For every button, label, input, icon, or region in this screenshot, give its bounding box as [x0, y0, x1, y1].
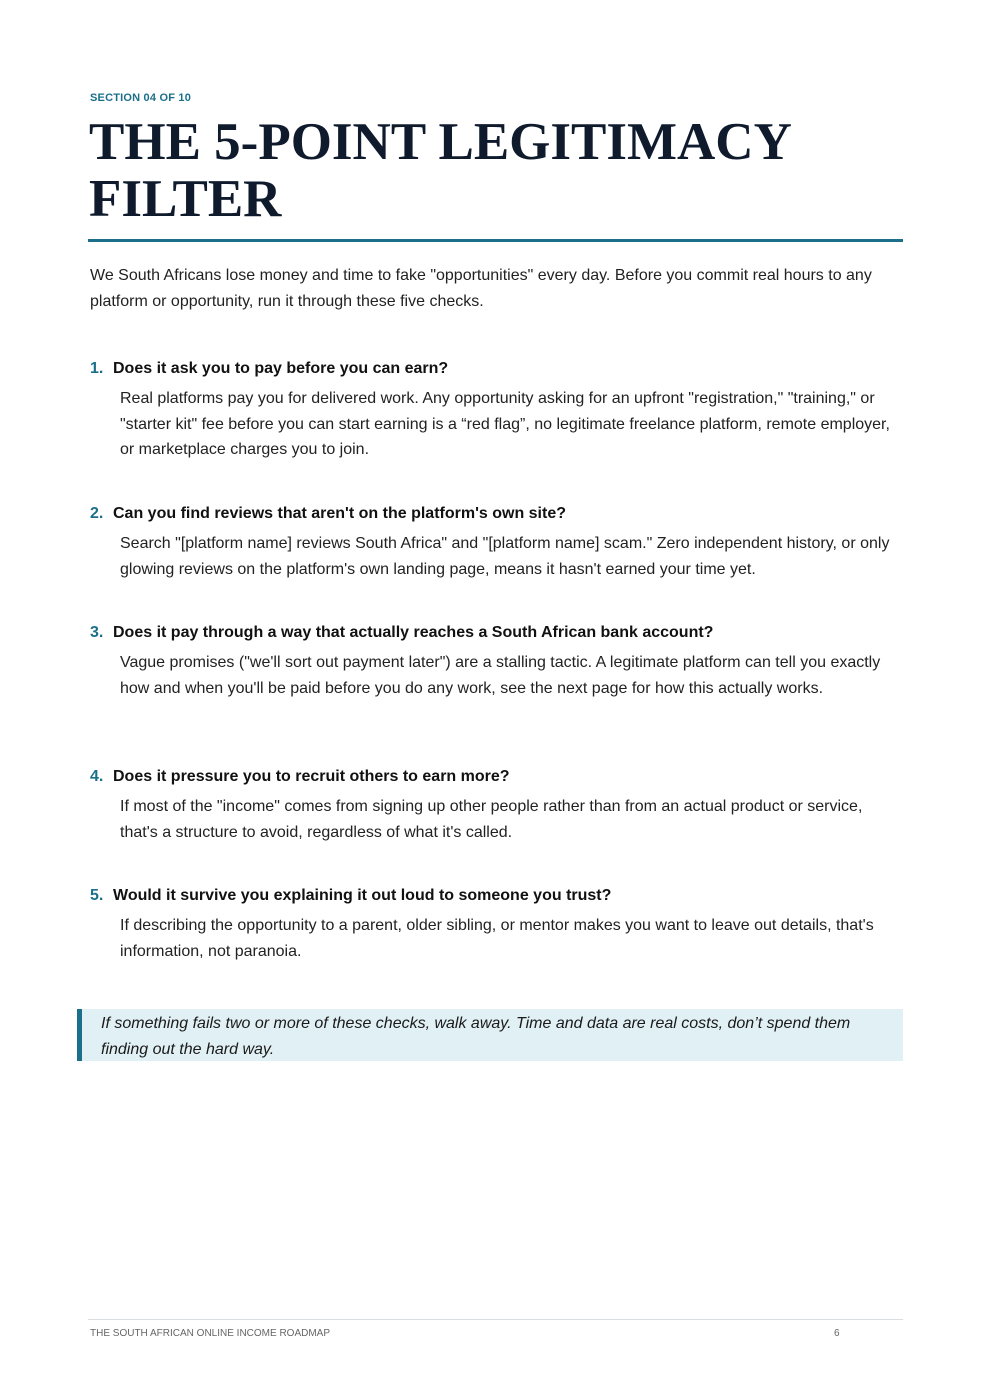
footer-divider — [88, 1319, 903, 1320]
check-number: 4. — [90, 768, 104, 785]
footer-document-title: THE SOUTH AFRICAN ONLINE INCOME ROADMAP — [90, 1328, 331, 1339]
check-number: 1. — [90, 360, 104, 377]
intro-paragraph: We South Africans lose money and time to fake "opportunities" every day. Before you commit real hours to any platform or opportunity, run it through these five checks. — [90, 267, 872, 310]
check-number: 3. — [90, 624, 104, 641]
check-question: Does it pressure you to recruit others to earn more? — [113, 768, 510, 785]
check-number: 2. — [90, 505, 104, 522]
check-explanation: Real platforms pay you for delivered work. Any opportunity asking for an upfront "registration," "training," or "starter kit" fee before you can start earning is a “red flag”, no legitimate freelance platform, remote employer, or marketplace charges you to join. — [120, 390, 890, 458]
check-explanation: If describing the opportunity to a parent, older sibling, or mentor makes you want to leave out details, that's information, not paranoia. — [120, 917, 874, 960]
check-heading — [90, 622, 902, 644]
page-title: THE 5-POINT LEGITIMACY FILTER — [89, 113, 790, 228]
check-explanation: Search "[platform name] reviews South Africa" and "[platform name] scam." Zero independent history, or only glowing reviews on the platform's own landing page, means it hasn't earned your time yet. — [120, 535, 890, 578]
callout-box — [77, 1009, 903, 1061]
check-question: Does it pay through a way that actually reaches a South African bank account? — [113, 624, 714, 641]
check-explanation: Vague promises ("we'll sort out payment later") are a stalling tactic. A legitimate platform can tell you exactly how and when you'll be paid before you do any work, see the next page for how this actually works. — [120, 654, 881, 697]
callout-text: If something fails two or more of these checks, walk away. Time and data are real costs, don’t spend them finding out the hard way. — [101, 1015, 851, 1058]
section-label: SECTION 04 OF 10 — [90, 92, 192, 104]
check-heading — [90, 885, 902, 907]
check-item-1 — [90, 358, 902, 463]
footer-page-number: 6 — [834, 1328, 840, 1339]
check-item-5 — [90, 885, 902, 964]
check-heading — [90, 766, 902, 788]
check-question: Does it ask you to pay before you can earn? — [113, 360, 449, 377]
check-item-2 — [90, 503, 902, 582]
check-explanation: If most of the "income" comes from signing up other people rather than from an actual product or service, that's a structure to avoid, regardless of what it's called. — [120, 798, 863, 841]
check-heading — [90, 503, 902, 525]
title-divider — [88, 239, 903, 242]
check-item-3 — [90, 622, 902, 701]
check-heading — [90, 358, 902, 380]
check-number: 5. — [90, 887, 104, 904]
check-question: Would it survive you explaining it out loud to someone you trust? — [113, 887, 612, 904]
check-question: Can you find reviews that aren't on the platform's own site? — [113, 505, 566, 522]
check-item-4 — [90, 766, 902, 845]
